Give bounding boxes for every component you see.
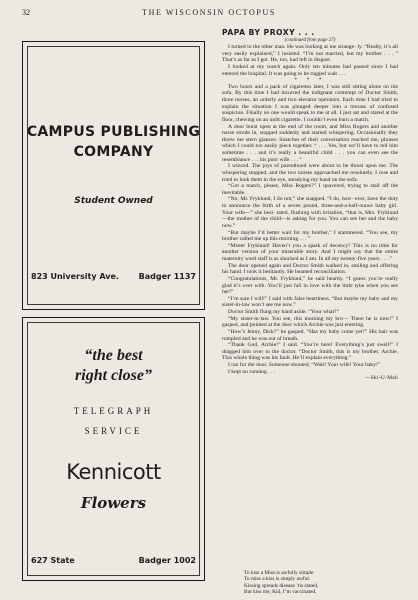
paragraph	[222, 84, 398, 124]
text-line: Doctor Smith flung my hand aside. “Your what?”	[228, 309, 339, 315]
text-line: three-and-a-half-ounce baby girl. Your wife—” she hesi-	[222, 203, 398, 216]
slogan-line1: “the best	[84, 347, 143, 364]
text-line: just swell!” I dragged him over to the doctor. “Doctor	[222, 342, 398, 355]
text-line: I couldn’t even burn a match.	[303, 116, 370, 123]
text-line: “Congratulations, Mr. Fryklund,” he said heartly. “I guess	[228, 275, 366, 282]
text-line: This is no time for another version of your miserable story.	[222, 242, 398, 256]
text-line: “Thank God, Archie!” I said. “You’re here! Everything’s	[228, 342, 364, 349]
text-line: mother of the child—is asking for you. You can see her and	[236, 216, 377, 223]
text-line: tated, flushing with irritation, “that is, Mrs. Fryklund—the	[222, 209, 398, 223]
story-column	[222, 28, 398, 382]
flowers-script: Flowers	[80, 494, 147, 512]
paragraph	[222, 124, 398, 164]
verse-line: To kiss a Miss is awfully simple	[244, 570, 314, 576]
paragraph	[222, 243, 398, 263]
paragraph-group	[222, 44, 398, 77]
paragraph-group	[222, 84, 398, 376]
text-line: suspicion. Finally no one would speak to me at all. I just	[222, 110, 352, 117]
text-line: alone on the sofa. By this time I had incurred the indignant	[222, 83, 399, 97]
text-line: “Got a match, please, Miss Rogers?” I quavered, trying	[228, 183, 361, 190]
text-line: I turned to the other man. He was looking at me strange-	[228, 44, 356, 50]
text-line: elevator operators. Each time I had tried to explain the	[222, 97, 398, 110]
kennicott-flowers-ad	[22, 317, 205, 581]
text-line: “Mister Fryklund! Haven’t you a spark of decency?	[228, 242, 351, 249]
text-line: since I had entered the hospital. It was going to be rugged	[222, 63, 398, 77]
paragraph	[222, 369, 398, 376]
text-line: “But maybe I’d better wait for my brother,” I stammered.	[228, 229, 364, 236]
company-name-line2: COMPANY	[73, 144, 154, 160]
text-line: he is now!” I gasped, and pointed at the door which Archie	[222, 315, 399, 329]
ad-inner-frame	[27, 46, 200, 305]
text-line: And I might say that the entire maternity ward staff is as	[222, 249, 398, 262]
text-line: The door opened again and Doctor Smith walked in,	[228, 262, 350, 269]
text-line: I ran for the door. Someone shouted, “Wait! Your wife!	[228, 362, 352, 368]
text-line: upon me. The whispering stopped, and the two nurses	[222, 163, 399, 176]
section-break: * * *	[294, 77, 326, 84]
article-title: PAPA BY PROXY . . .	[222, 28, 315, 37]
text-line: was just entering.	[324, 322, 365, 329]
text-line: contempt of Doctor Smith, three nurses, an orderly and two	[222, 90, 399, 103]
ad-tagline: Student Owned	[74, 196, 153, 206]
text-line: you’re really glad it’s over with. You’ll just fall in love with	[222, 275, 399, 289]
text-line: I winced. The joys of parenthood were about to be thrust	[228, 163, 364, 170]
paragraph	[222, 362, 398, 369]
text-line: Smith, this is my brother, Archie. This whole thing was	[222, 348, 398, 362]
verse-line: To miss a kiss is simply awful.	[244, 576, 311, 583]
paragraph	[222, 64, 398, 77]
paragraph	[222, 263, 398, 276]
page-number: 32	[22, 8, 30, 17]
text-line: “My sister-in-law. You see, this morning my bro— There	[228, 315, 364, 322]
text-line: Two hours and a pack of cigarettes later, I was still sitting	[228, 83, 367, 90]
magazine-title: THE WISCONSIN OCTOPUS	[142, 8, 276, 17]
text-line: yet?” His hair was rumpled and he was out of breath.	[222, 328, 398, 342]
text-line: I looked at my watch again. Only ten minutes had passed	[228, 63, 369, 70]
text-line: beamed reconciliation.	[295, 269, 347, 276]
verse-line: Kissing spreads disease ’tis stated,	[244, 582, 319, 589]
text-line: the little tyke when you see her!”	[222, 282, 398, 296]
text-line: not married, but my brother . . . ” That’s as far as I got.	[222, 50, 398, 64]
paragraph	[222, 196, 398, 229]
text-line: to tell him sometime . . . and it’s really a beautiful child . . .	[222, 143, 399, 156]
paragraph	[222, 309, 398, 316]
paragraph	[222, 230, 398, 243]
text-line: started whispering. Occasionally they threw me stern glances.	[222, 130, 398, 143]
text-line: the eye, steadying my hand on the sofa.	[269, 176, 358, 183]
paragraph	[222, 296, 398, 309]
text-line: situation I was plunged deeper into a morass of confused	[252, 103, 398, 110]
text-line: Snatches of their conversation reached me, phrases which	[222, 136, 398, 150]
text-line: A door burst open at the end of the room, and Miss	[228, 123, 351, 130]
continued-note: (continued from page 27)	[284, 38, 336, 43]
slogan-line2: right close”	[75, 367, 152, 384]
ad-address: 627 State	[31, 556, 75, 565]
text-line: “You see, my brother called me up this morning . . . ”	[222, 229, 399, 243]
text-line: I could too easily piece together. “ . . . Yes, but we’ll have	[237, 143, 373, 150]
text-line: to stall off the inevitable.	[222, 183, 398, 196]
verse	[244, 570, 404, 596]
text-line: his fault. He’ll explain everything.”	[271, 355, 352, 362]
text-line: “No, Mr. Fryklund, I do not,” she snapped. “I do, how-	[228, 196, 354, 203]
service-line2: SERVICE	[84, 426, 143, 436]
text-line: my baby and my sister-in-law won’t see me now.”	[222, 295, 398, 309]
text-line: the baby now.”	[222, 216, 398, 229]
paragraph	[222, 316, 398, 329]
text-line: Your baby!”	[352, 362, 381, 368]
text-line: ever, have the duty to announce the birth of a seven pound,	[222, 196, 399, 209]
verse-line: But kiss me, Kid, I’m vaccinated.	[244, 589, 317, 596]
paragraph	[222, 163, 398, 183]
paragraph	[222, 44, 398, 64]
paragraph	[222, 183, 398, 196]
text-line: approached me resolutely. I rose and tried to look them in	[222, 169, 399, 183]
page-header	[22, 8, 396, 20]
text-line: “I’m sure I will!” I said with false heartiness. “But maybe	[228, 295, 359, 302]
ad-address: 823 University Ave.	[31, 272, 119, 281]
service-line1: TELEGRAPH	[73, 406, 154, 416]
florist-name: Kennicott	[66, 460, 161, 484]
text-line: sat and stared at the floor, chewing on an unlit cigarette.	[222, 110, 398, 123]
paragraph	[222, 329, 398, 342]
text-line: He, too, had left in disgust.	[270, 57, 332, 64]
text-line: wait . . .	[327, 70, 346, 77]
paragraph	[222, 276, 398, 296]
text-line: shocked as I am. In all my twenty-five years . . . ”	[280, 256, 392, 262]
ad-phone: Badger 1137	[138, 272, 196, 281]
text-line: ly. “Really, it’s all very easily explained,” I insisted. “I’m	[222, 44, 398, 57]
ad-phone: Badger 1002	[138, 556, 196, 565]
text-line: I kept on running . . .	[228, 368, 276, 375]
text-line: “How’s Jenny, Dick?” he gasped. “Has my baby come	[228, 328, 354, 335]
text-line: Rogers and another nurse strode in, stopped suddenly and	[222, 123, 398, 137]
author-signature: —Ski-U-Mah	[365, 375, 398, 382]
company-name-line1: CAMPUS PUBLISHING	[26, 124, 201, 140]
text-line: smiling and offering his hand. I took it hesitantly. He	[222, 262, 399, 276]
text-line: you can even see the resemblance . . . his poor wife . . . ”	[222, 150, 399, 163]
campus-publishing-ad	[22, 41, 205, 310]
paragraph	[222, 342, 398, 362]
